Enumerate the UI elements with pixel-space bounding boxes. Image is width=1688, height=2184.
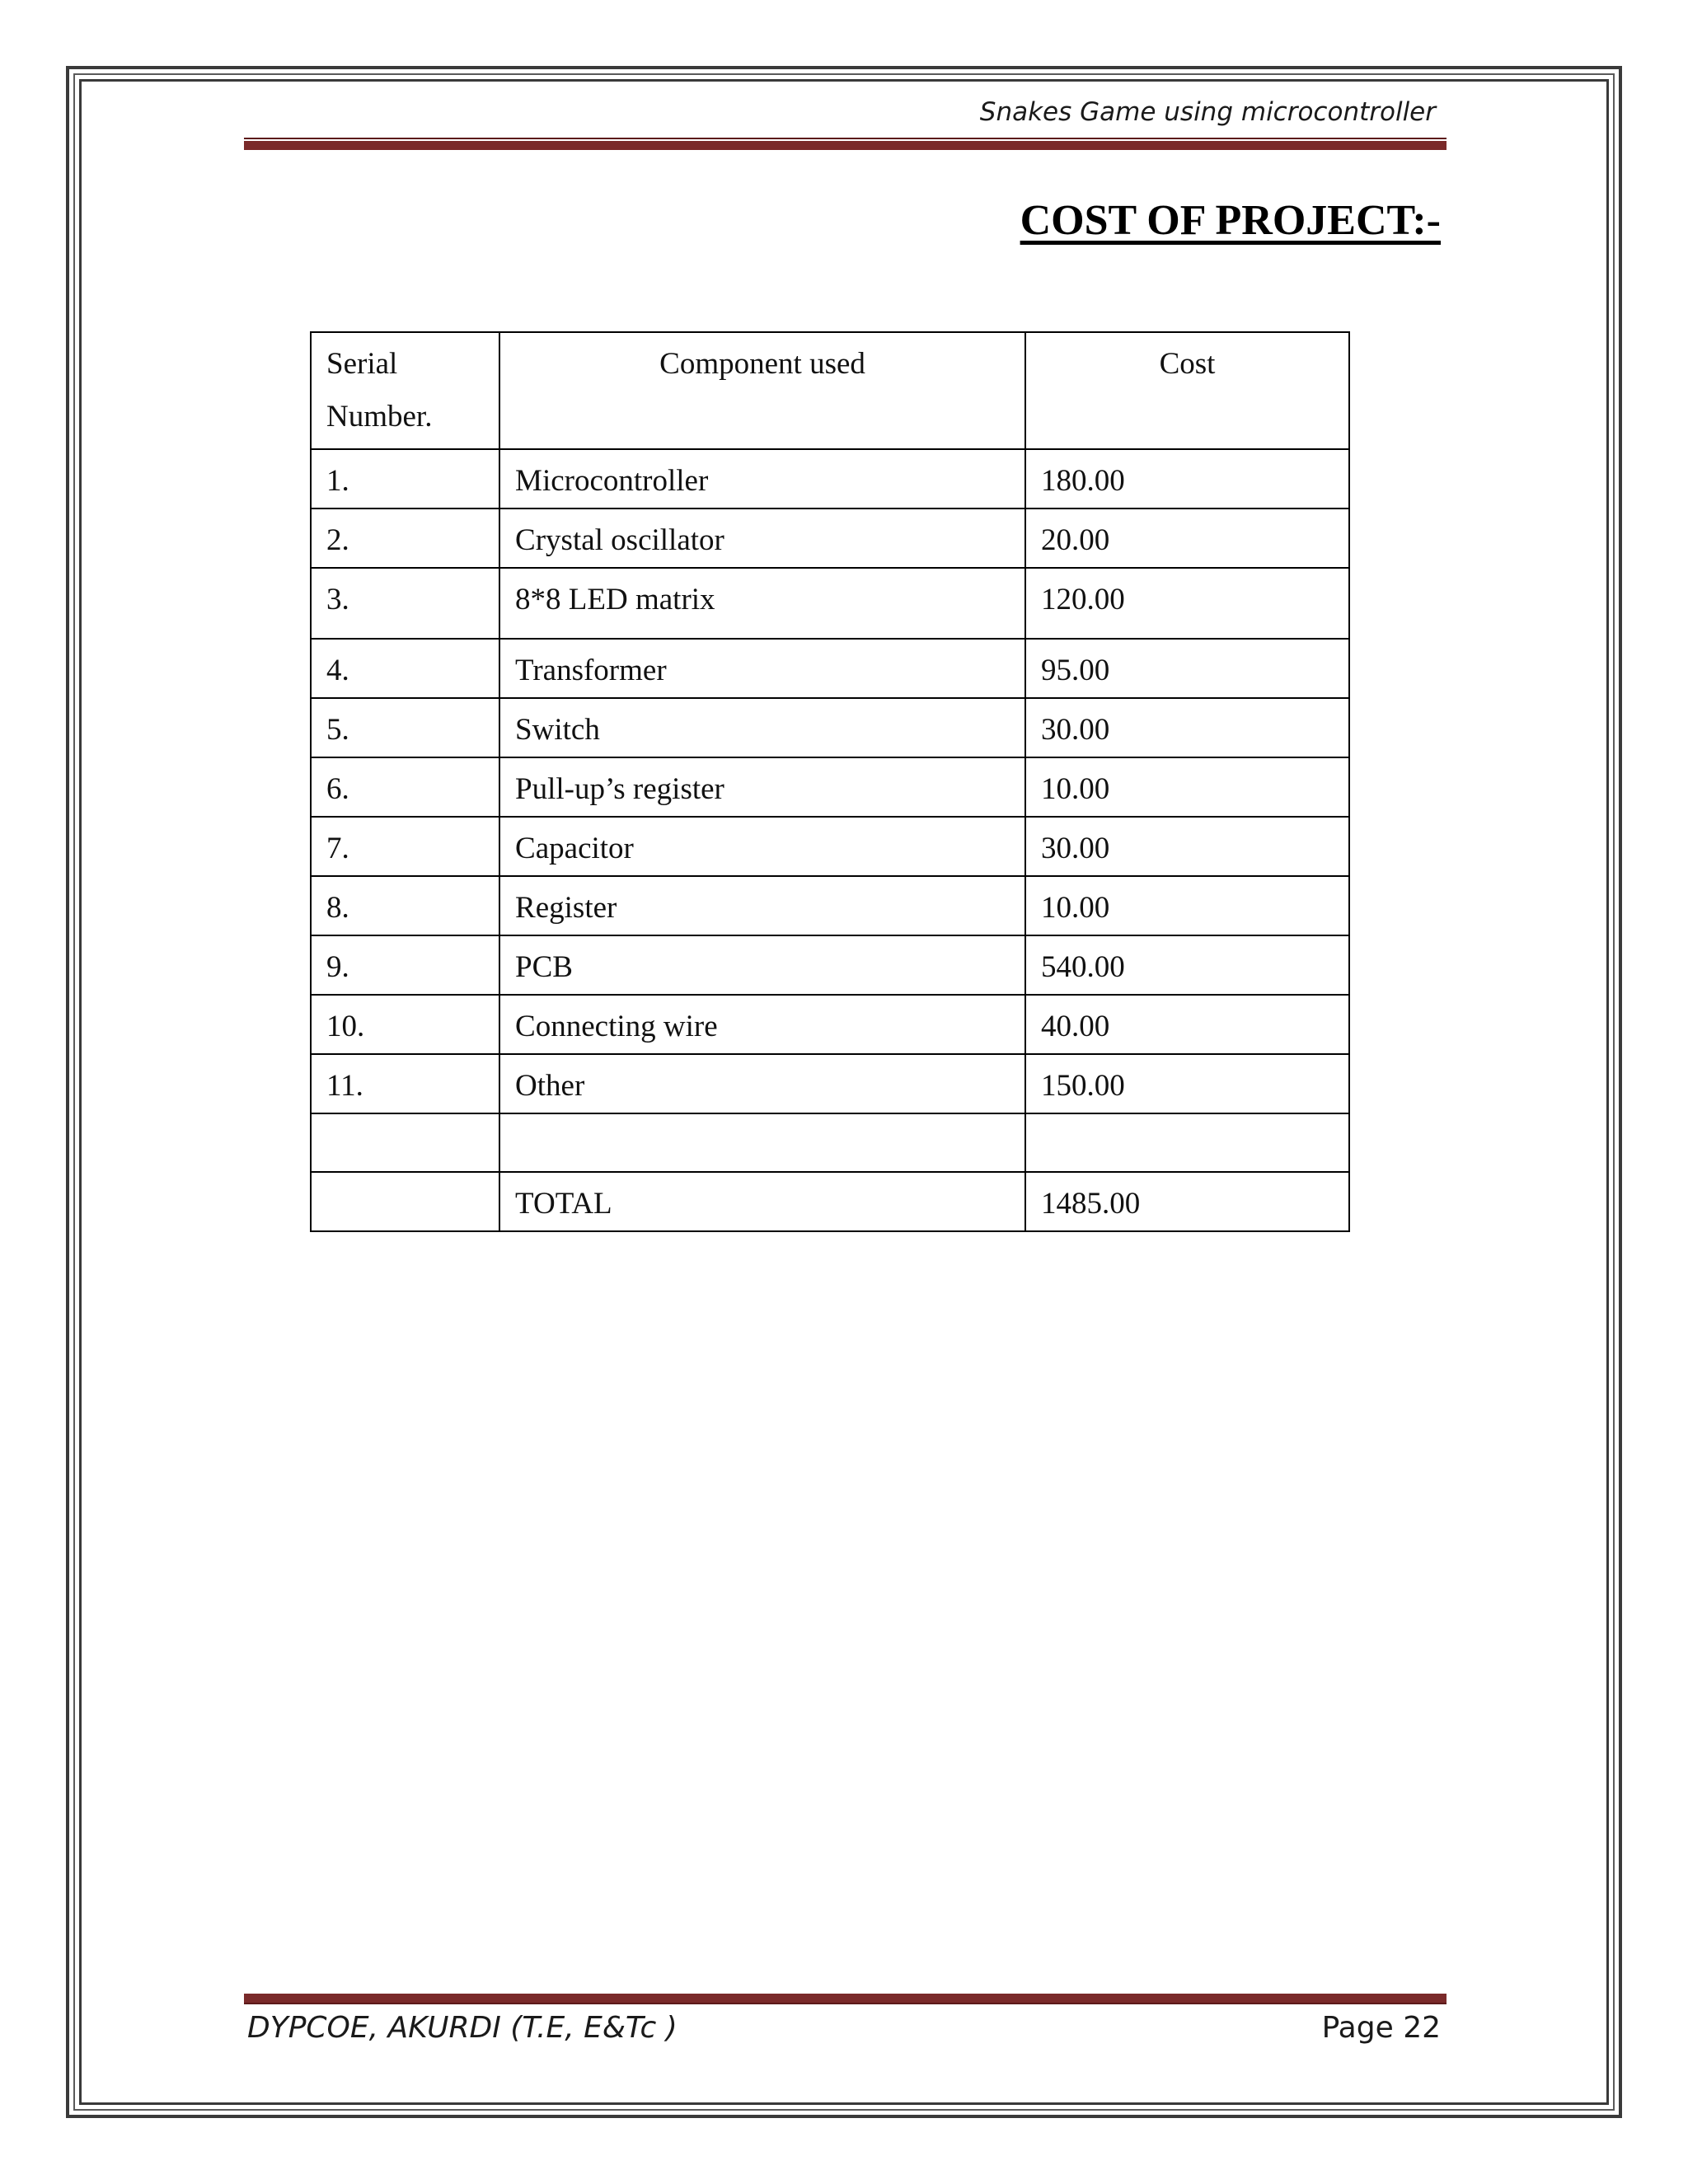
cost-cell: 30.00: [1025, 698, 1349, 757]
column-header-cost: Cost: [1025, 332, 1349, 449]
component-cell: Microcontroller: [499, 449, 1025, 509]
footer-institution: DYPCOE, AKURDI (T.E, E&Tc ): [247, 2011, 678, 2045]
table-row: [311, 876, 1349, 935]
table-row: [311, 757, 1349, 817]
component-cell: [499, 1113, 1025, 1172]
serial-cell: 5.: [311, 698, 499, 757]
serial-cell: 10.: [311, 995, 499, 1054]
component-cell: PCB: [499, 935, 1025, 995]
serial-cell: 6.: [311, 757, 499, 817]
cost-cell: 120.00: [1025, 568, 1349, 639]
page-title: COST OF PROJECT:-: [1020, 197, 1441, 244]
component-cell: Transformer: [499, 639, 1025, 698]
running-header: Snakes Game using microcontroller: [979, 97, 1436, 127]
component-cell: Connecting wire: [499, 995, 1025, 1054]
serial-cell: 9.: [311, 935, 499, 995]
footer-rule: [244, 1992, 1447, 2004]
cost-cell: [1025, 1113, 1349, 1172]
cost-cell: 10.00: [1025, 876, 1349, 935]
table-row: [311, 817, 1349, 876]
table-row: [311, 568, 1349, 639]
cost-cell: 95.00: [1025, 639, 1349, 698]
serial-cell: 2.: [311, 509, 499, 568]
table-header-row: [311, 332, 1349, 449]
cost-table: [310, 331, 1350, 1232]
component-cell: Register: [499, 876, 1025, 935]
column-header-serial: Serial Number.: [311, 332, 499, 449]
serial-cell: 4.: [311, 639, 499, 698]
component-cell: Pull-up’s register: [499, 757, 1025, 817]
serial-cell: [311, 1172, 499, 1231]
serial-cell: [311, 1113, 499, 1172]
table-row: [311, 1054, 1349, 1113]
header-rule: [244, 138, 1447, 150]
cost-cell: 40.00: [1025, 995, 1349, 1054]
cost-cell: 150.00: [1025, 1054, 1349, 1113]
table-row: [311, 639, 1349, 698]
component-cell: Crystal oscillator: [499, 509, 1025, 568]
table-row: [311, 509, 1349, 568]
component-cell: Capacitor: [499, 817, 1025, 876]
component-cell: 8*8 LED matrix: [499, 568, 1025, 639]
total-label: TOTAL: [499, 1172, 1025, 1231]
table-row-empty: [311, 1113, 1349, 1172]
cost-cell: 10.00: [1025, 757, 1349, 817]
table-row: [311, 995, 1349, 1054]
total-value: 1485.00: [1025, 1172, 1349, 1231]
cost-cell: 180.00: [1025, 449, 1349, 509]
component-cell: Other: [499, 1054, 1025, 1113]
serial-cell: 3.: [311, 568, 499, 639]
table-row: [311, 698, 1349, 757]
serial-cell: 8.: [311, 876, 499, 935]
page-number: Page 22: [1321, 2011, 1441, 2045]
component-cell: Switch: [499, 698, 1025, 757]
cost-cell: 540.00: [1025, 935, 1349, 995]
serial-cell: 1.: [311, 449, 499, 509]
serial-cell: 11.: [311, 1054, 499, 1113]
table-row: [311, 935, 1349, 995]
serial-cell: 7.: [311, 817, 499, 876]
cost-cell: 20.00: [1025, 509, 1349, 568]
cost-cell: 30.00: [1025, 817, 1349, 876]
table-row: [311, 449, 1349, 509]
column-header-component: Component used: [499, 332, 1025, 449]
table-row-total: [311, 1172, 1349, 1231]
